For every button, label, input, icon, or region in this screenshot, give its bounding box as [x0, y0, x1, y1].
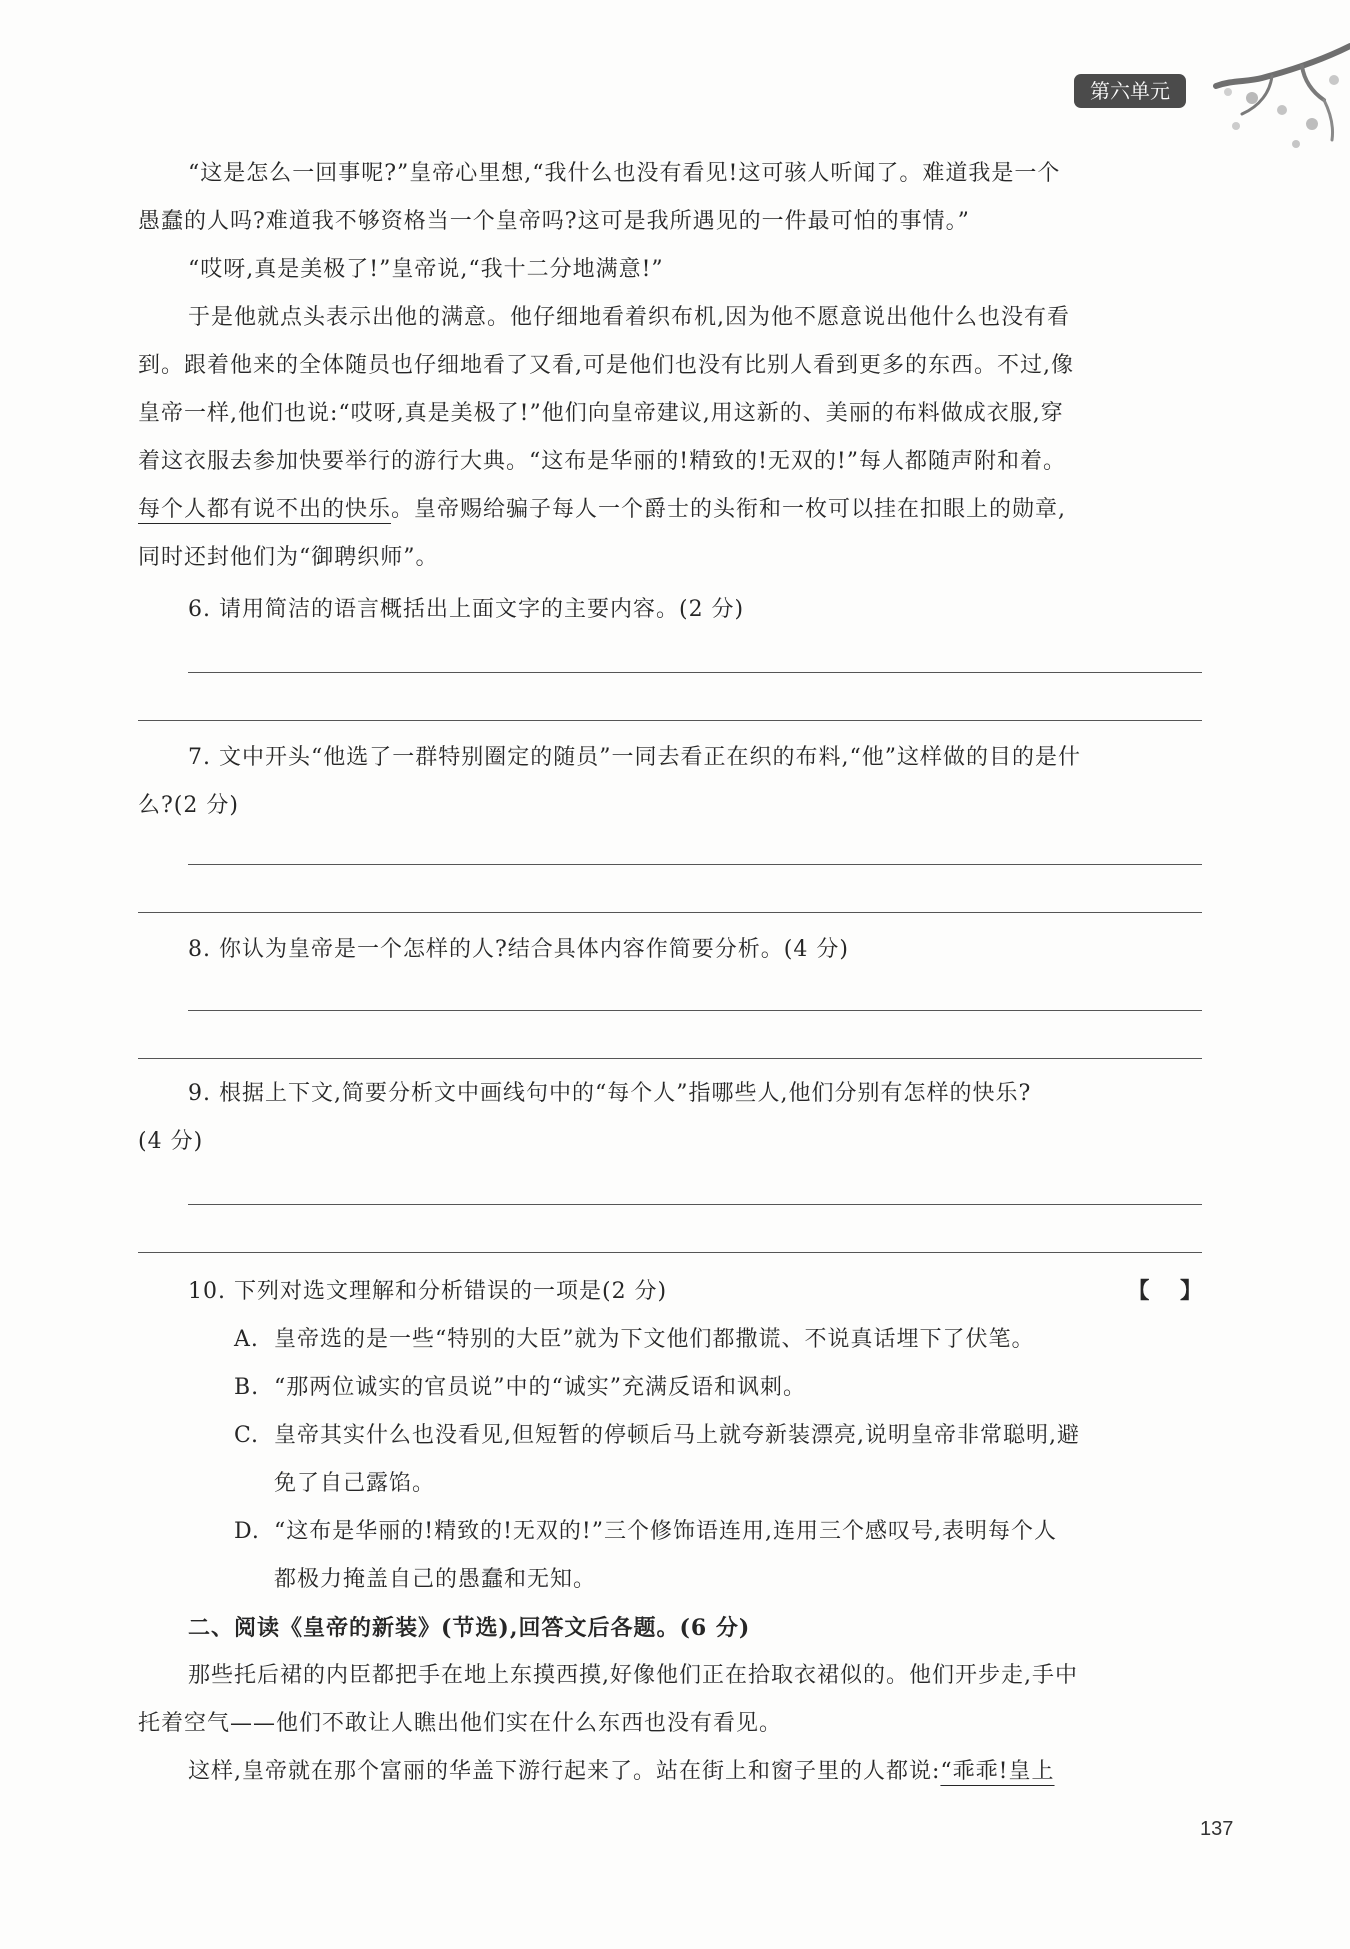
answer-line[interactable] — [138, 1252, 1202, 1253]
answer-line[interactable] — [188, 672, 1202, 673]
option-d-continued: 都极力掩盖自己的愚蠢和无知。 — [274, 1567, 597, 1592]
underlined-sentence: 每个人都有说不出的快乐 — [138, 497, 392, 522]
option-d-label: D. — [234, 1519, 260, 1544]
option-d[interactable] — [234, 1508, 1202, 1556]
section-2-heading: 二、阅读《皇帝的新装》(节选),回答文后各题。(6 分) — [188, 1615, 751, 1641]
option-c-continued: 免了自己露馅。 — [274, 1471, 436, 1496]
passage-paragraph-3-line-1: 于是他就点头表示出他的满意。他仔细地看着织布机,因为他不愿意说出他什么也没有看 — [188, 305, 1070, 330]
option-d-text: “这布是华丽的!精致的!无双的!”三个修饰语连用,连用三个感叹号,表明每个人 — [274, 1519, 1058, 1544]
sentence-rest: 。皇帝赐给骗子每人一个爵士的头衔和一枚可以挂在扣眼上的勋章, — [391, 497, 1067, 522]
plum-branch-icon — [1212, 40, 1350, 160]
section-2-underlined-text: “乖乖!皇上 — [940, 1759, 1055, 1784]
passage-paragraph-3-line-5 — [138, 486, 1202, 534]
answer-line[interactable] — [138, 1058, 1202, 1059]
answer-line[interactable] — [188, 1204, 1202, 1205]
answer-line[interactable] — [188, 864, 1202, 865]
option-b-text: “那两位诚实的官员说”中的“诚实”充满反语和讽刺。 — [274, 1375, 806, 1400]
option-b-label: B. — [234, 1375, 260, 1400]
option-c-label: C. — [234, 1423, 260, 1448]
option-a-text: 皇帝选的是一些“特别的大臣”就为下文他们都撒谎、不说真话埋下了伏笔。 — [274, 1327, 1035, 1352]
question-6: 6. 请用简洁的语言概括出上面文字的主要内容。(2 分) — [188, 597, 745, 622]
question-9-line-2: (4 分) — [138, 1129, 204, 1154]
answer-line[interactable] — [138, 912, 1202, 913]
answer-line[interactable] — [138, 720, 1202, 721]
section-2-paragraph-2 — [138, 1748, 1202, 1796]
passage-paragraph-3-line-3: 皇帝一样,他们也说:“哎呀,真是美极了!”他们向皇帝建议,用这新的、美丽的布料做成衣服,穿 — [138, 401, 1064, 426]
passage-paragraph-1-line-1: “这是怎么一回事呢?”皇帝心里想,“我什么也没有看见!这可骇人听闻了。难道我是一个 — [188, 161, 1061, 186]
passage-paragraph-3-line-6: 同时还封他们为“御聘织师”。 — [138, 545, 439, 570]
section-2-paragraph-1-line-2: 托着空气——他们不敢让人瞧出他们实在什么东西也没有看见。 — [138, 1711, 783, 1736]
question-7-line-1: 7. 文中开头“他选了一群特别圈定的随员”一同去看正在织的布料,“他”这样做的目的是什 — [188, 745, 1081, 770]
option-c[interactable] — [234, 1412, 1202, 1460]
section-2-paragraph-2-text: 这样,皇帝就在那个富丽的华盖下游行起来了。站在街上和窗子里的人都说: — [188, 1759, 941, 1784]
option-a[interactable] — [234, 1316, 1202, 1364]
passage-paragraph-3-line-2: 到。跟着他来的全体随员也仔细地看了又看,可是他们也没有比别人看到更多的东西。不过,像 — [138, 353, 1074, 378]
option-c-text: 皇帝其实什么也没看见,但短暂的停顿后马上就夸新装漂亮,说明皇帝非常聪明,避 — [274, 1423, 1080, 1448]
unit-label-tab: 第六单元 — [1074, 74, 1186, 108]
section-2-paragraph-1-line-1: 那些托后裙的内臣都把手在地上东摸西摸,好像他们正在拾取衣裙似的。他们开步走,手中 — [188, 1663, 1078, 1688]
option-a-label: A. — [234, 1327, 259, 1352]
answer-line[interactable] — [188, 1010, 1202, 1011]
passage-paragraph-1-line-2: 愚蠢的人吗?难道我不够资格当一个皇帝吗?这可是我所遇见的一件最可怕的事情。” — [138, 209, 970, 234]
passage-paragraph-3-line-4: 着这衣服去参加快要举行的游行大典。“这布是华丽的!精致的!无双的!”每人都随声附和着。 — [138, 449, 1067, 474]
question-7-line-2: 么?(2 分) — [138, 793, 239, 818]
question-10: 10. 下列对选文理解和分析错误的一项是(2 分) — [188, 1279, 668, 1304]
answer-bracket[interactable]: 【 】 — [1127, 1279, 1202, 1304]
question-8: 8. 你认为皇帝是一个怎样的人?结合具体内容作简要分析。(4 分) — [188, 937, 849, 962]
question-9-line-1: 9. 根据上下文,简要分析文中画线句中的“每个人”指哪些人,他们分别有怎样的快乐? — [188, 1081, 1032, 1106]
option-b[interactable] — [234, 1364, 1202, 1412]
page-number: 137 — [1200, 1818, 1234, 1840]
passage-paragraph-2: “哎呀,真是美极了!”皇帝说,“我十二分地满意!” — [188, 257, 664, 282]
